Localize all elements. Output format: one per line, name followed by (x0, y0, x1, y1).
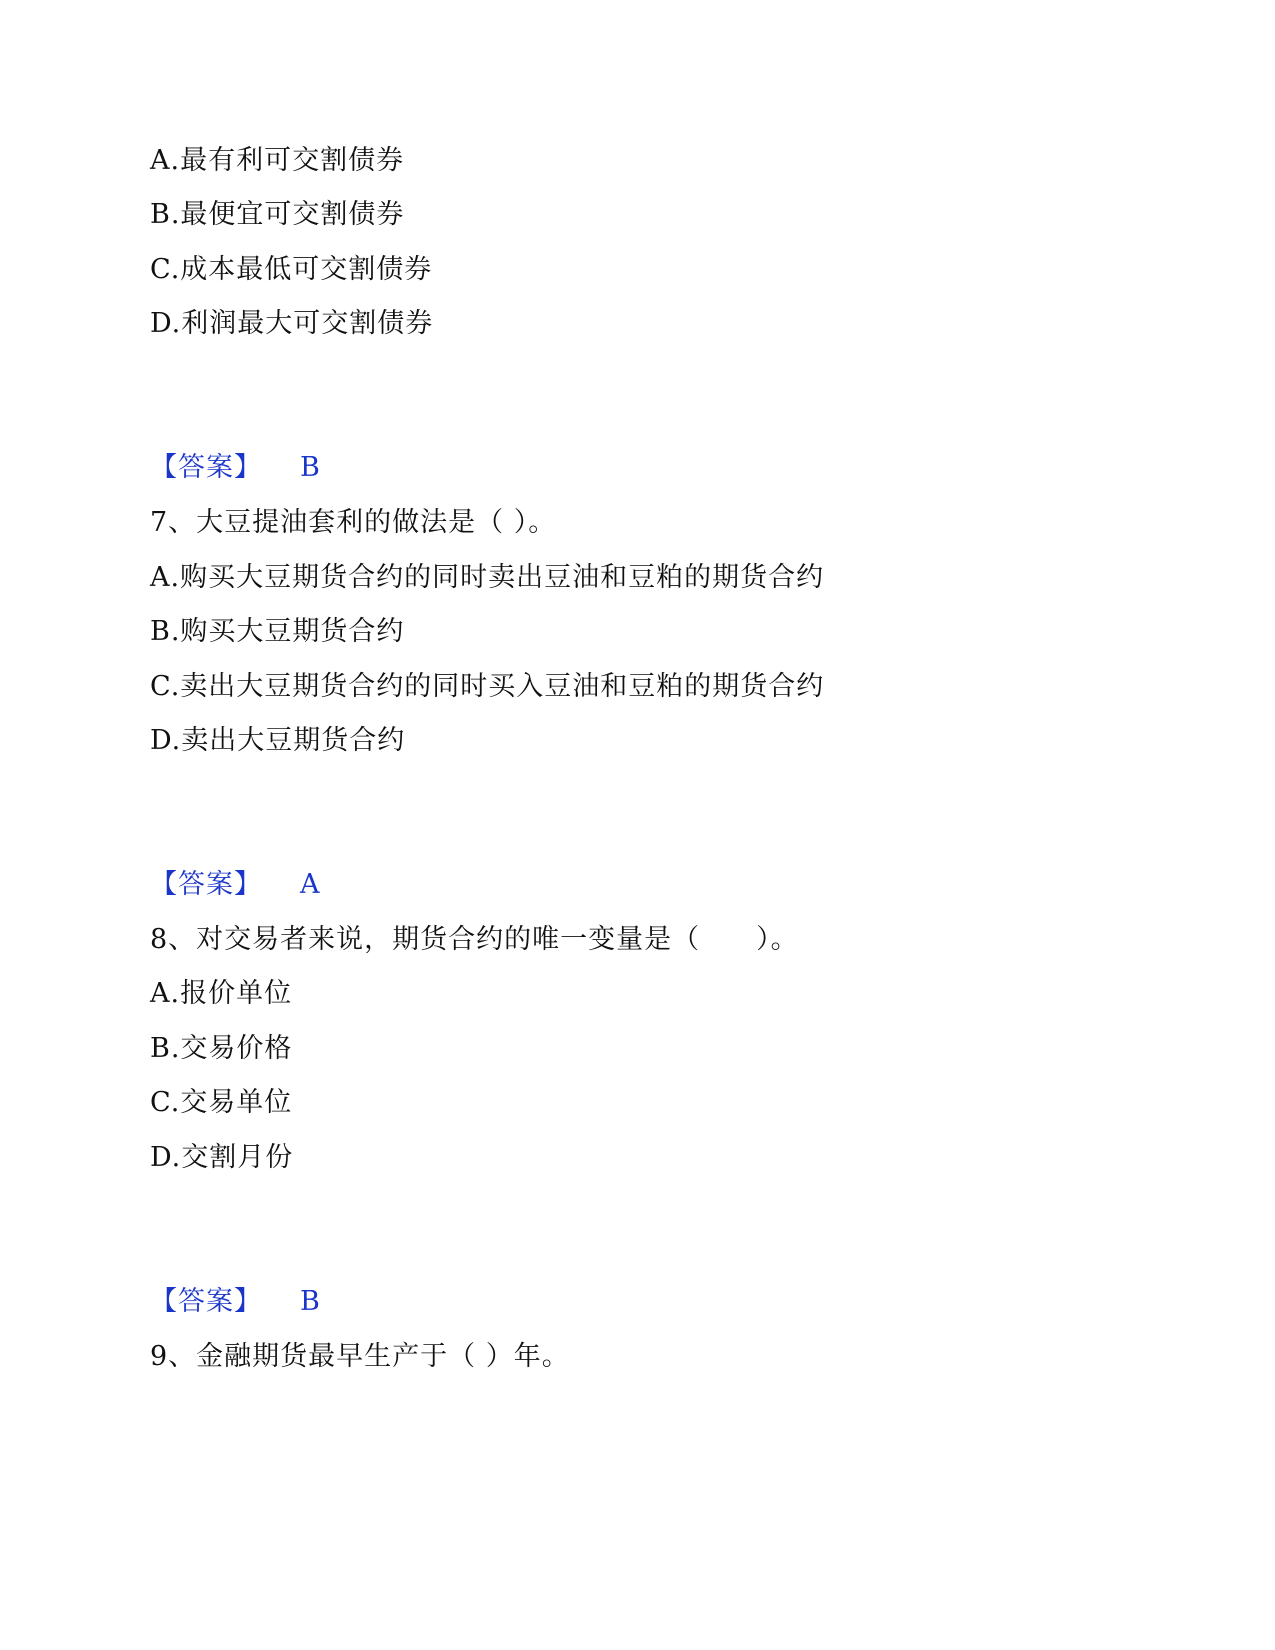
answer-label: 【答案】 (150, 869, 262, 900)
answer-value: B (300, 1286, 321, 1317)
q6-option-b: B.最便宜可交割债券 (150, 199, 405, 230)
answer-label: 【答案】 (150, 452, 262, 483)
q6-option-c: C.成本最低可交割债券 (150, 254, 433, 285)
q8-answer (150, 1285, 321, 1319)
q7-option-b: B.购买大豆期货合约 (150, 616, 405, 647)
q6-option-d: D.利润最大可交割债券 (150, 308, 434, 339)
q7-answer (150, 868, 321, 902)
q7-option-d: D.卖出大豆期货合约 (150, 725, 406, 756)
q8-option-d: D.交割月份 (150, 1142, 294, 1173)
q8-option-a: A.报价单位 (150, 978, 293, 1009)
q8-option-c: C.交易单位 (150, 1087, 293, 1118)
q7-option-c: C.卖出大豆期货合约的同时买入豆油和豆粕的期货合约 (150, 671, 825, 702)
q7-option-a: A.购买大豆期货合约的同时卖出豆油和豆粕的期货合约 (150, 562, 825, 593)
q8-option-b: B.交易价格 (150, 1033, 293, 1064)
answer-label: 【答案】 (150, 1286, 262, 1317)
q7-question: 7、大豆提油套利的做法是（ ）。 (150, 507, 557, 538)
answer-value: A (300, 869, 321, 900)
q6-answer (150, 451, 321, 485)
q6-option-a: A.最有利可交割债券 (150, 145, 405, 176)
q9-question: 9、金融期货最早生产于（ ）年。 (150, 1341, 570, 1372)
answer-value: B (300, 452, 321, 483)
q8-question: 8、对交易者来说，期货合约的唯一变量是（ ）。 (150, 924, 799, 955)
